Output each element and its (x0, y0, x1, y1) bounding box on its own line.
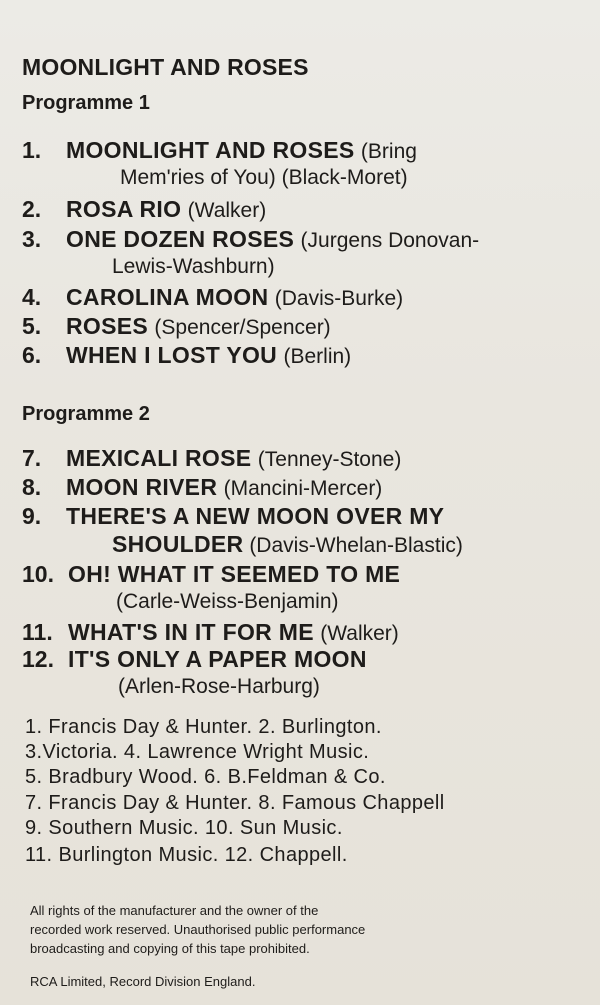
track-number: 8. (22, 474, 42, 500)
track-3-continued (112, 255, 275, 279)
track-number: 3. (22, 226, 42, 252)
track-title: CAROLINA MOON (66, 284, 269, 310)
legal-line: recorded work reserved. Unauthorised public performance (30, 922, 366, 937)
track-11 (22, 618, 592, 648)
track-credit-continued: (Davis-Whelan-Blastic) (249, 534, 463, 557)
track-1-continued (120, 166, 408, 190)
track-title: ROSES (66, 313, 149, 339)
track-title: MEXICALI ROSE (66, 445, 252, 471)
track-title: WHAT'S IN IT FOR ME (68, 619, 314, 645)
track-title: IT'S ONLY A PAPER MOON (68, 646, 367, 672)
legal-line: broadcasting and copying of this tape prohibited. (30, 941, 310, 956)
track-credit: (Walker) (320, 622, 399, 645)
track-8 (22, 473, 592, 503)
track-credit: (Mancini-Mercer) (223, 477, 383, 500)
track-5 (22, 312, 592, 342)
track-credit: (Tenney-Stone) (257, 448, 402, 471)
track-6 (22, 341, 592, 371)
publisher-line: 5. Bradbury Wood. 6. B.Feldman & Co. (25, 766, 386, 788)
track-7 (22, 444, 592, 474)
track-credit: (Berlin) (283, 345, 352, 368)
track-number: 7. (22, 445, 42, 471)
legal-line: All rights of the manufacturer and the owner of the (30, 903, 319, 918)
track-12 (22, 645, 592, 674)
programme-2-heading: Programme 2 (22, 403, 150, 425)
publisher-line: 7. Francis Day & Hunter. 8. Famous Chappell (25, 792, 445, 814)
track-title: MOONLIGHT AND ROSES (66, 137, 355, 163)
track-credit: (Jurgens Donovan- (300, 229, 480, 252)
track-title: OH! WHAT IT SEEMED TO ME (68, 561, 401, 587)
track-number: 5. (22, 313, 42, 339)
track-number: 10. (22, 561, 54, 587)
record-company: RCA Limited, Record Division England. (30, 974, 256, 989)
track-credit-continued: Mem'ries of You) (Black-Moret) (120, 166, 408, 189)
album-title: MOONLIGHT AND ROSES (22, 54, 309, 80)
track-title: WHEN I LOST YOU (66, 342, 278, 368)
track-number: 9. (22, 503, 42, 529)
track-1 (22, 136, 592, 166)
publisher-line: 3.Victoria. 4. Lawrence Wright Music. (25, 741, 370, 763)
track-credit-continued: (Arlen-Rose-Harburg) (118, 675, 320, 698)
track-2 (22, 195, 592, 225)
programme-1-heading: Programme 1 (22, 92, 150, 114)
track-number: 6. (22, 342, 42, 368)
track-number: 4. (22, 284, 42, 310)
track-credit: (Walker) (187, 199, 267, 222)
track-3 (22, 225, 592, 255)
track-credit-continued: Lewis-Washburn) (112, 255, 275, 278)
track-credit: (Spencer/Spencer) (154, 316, 331, 339)
track-title: ROSA RIO (66, 196, 182, 222)
track-number: 1. (22, 137, 42, 163)
track-title: ONE DOZEN ROSES (66, 226, 295, 252)
track-10-continued (116, 590, 339, 614)
track-number: 11. (22, 619, 53, 645)
track-number: 12. (22, 646, 54, 672)
track-9-continued (112, 531, 463, 558)
publisher-line: 11. Burlington Music. 12. Chappell. (25, 844, 348, 866)
track-title: MOON RIVER (66, 474, 218, 500)
track-number: 2. (22, 196, 42, 222)
track-10 (22, 560, 592, 589)
track-9 (22, 502, 592, 531)
track-credit: (Bring (360, 140, 417, 163)
track-credit: (Davis-Burke) (274, 287, 404, 310)
track-12-continued (118, 675, 320, 699)
track-4 (22, 283, 592, 313)
track-title: THERE'S A NEW MOON OVER MY (66, 503, 445, 529)
track-credit-continued: (Carle-Weiss-Benjamin) (116, 590, 339, 613)
publisher-line: 9. Southern Music. 10. Sun Music. (25, 817, 343, 839)
track-title-continued: SHOULDER (112, 531, 244, 557)
publisher-line: 1. Francis Day & Hunter. 2. Burlington. (25, 716, 382, 738)
